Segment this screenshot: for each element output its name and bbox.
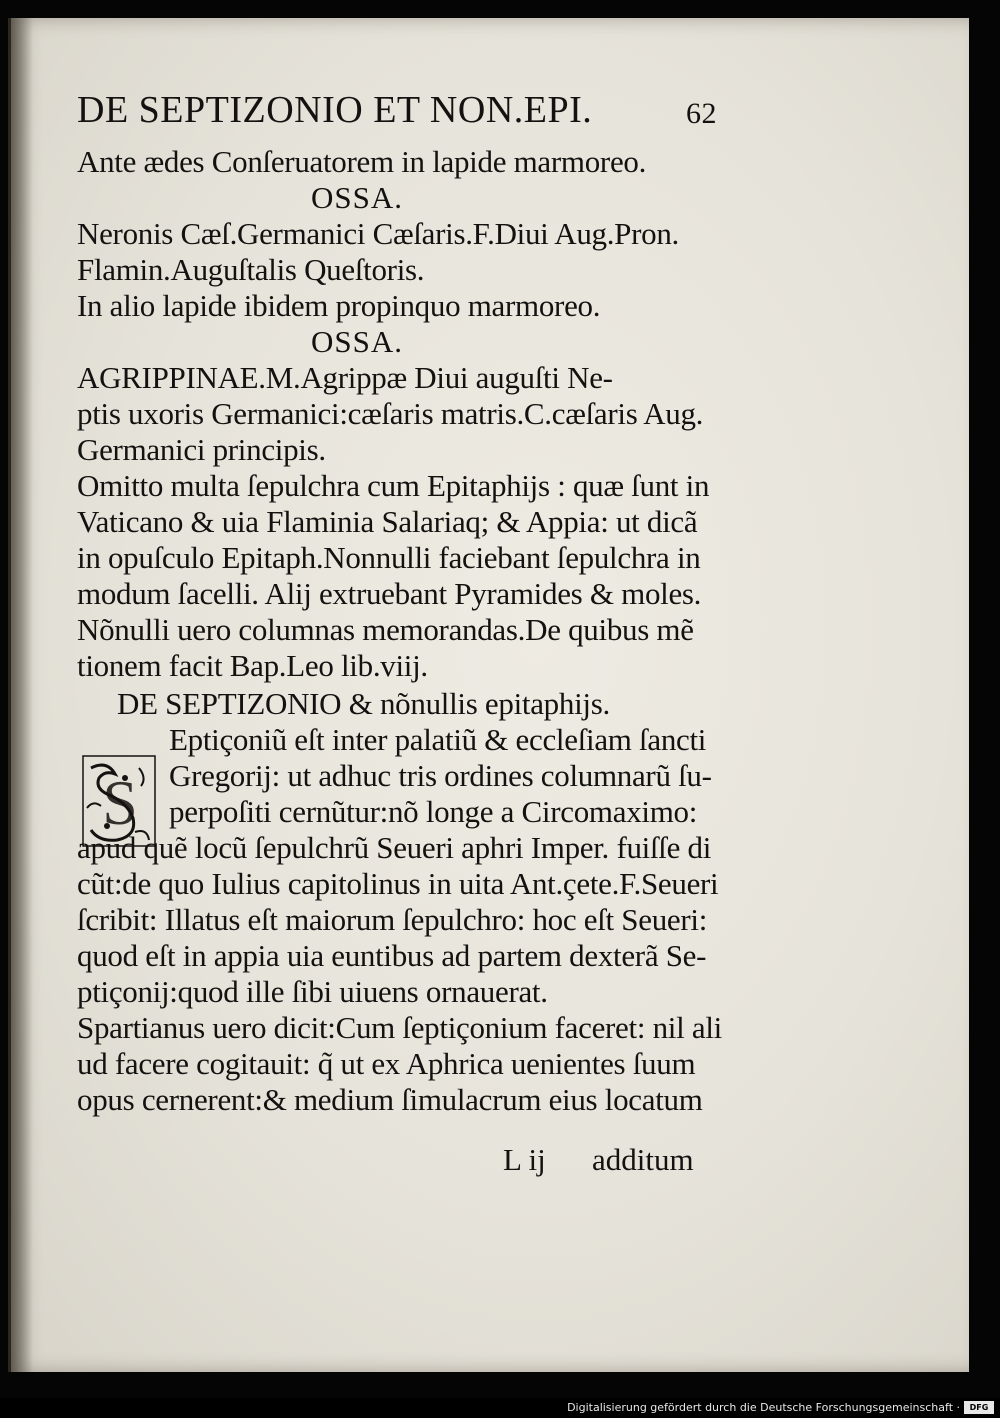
text-line: opus cernerent:& medium ſimulacrum eius locatum: [77, 1082, 703, 1117]
text-line: ptis uxoris Germanici:cæſaris matris.C.cæſaris Aug.: [77, 396, 704, 431]
book-page: [8, 18, 969, 1372]
text-line: Omitto multa ſepulchra cum Epitaphijs : quæ ſunt in: [77, 468, 710, 503]
footer-bar: [0, 1398, 1000, 1418]
text-line: apud quẽ locũ ſepulchrũ Seueri aphri Imper. fuiſſe di: [77, 830, 712, 865]
text-line: In alio lapide ibidem propinquo marmoreo.: [77, 288, 601, 323]
text-line: Vaticano & uia Flaminia Salariaq; & Appia: ut dicã: [77, 504, 698, 539]
text-line: in opuſculo Epitaph.Nonnulli faciebant ſepulchra in: [77, 540, 701, 575]
text-line: ſcribit: Illatus eſt maiorum ſepulchro: hoc eſt Seueri:: [77, 902, 708, 937]
heading-line: OSSA.: [310, 324, 403, 359]
text-line: cũt:de quo Iulius capitolinus in uita Ant.çete.F.Seueri: [77, 866, 719, 901]
section-heading: DE SEPTIZONIO & nõnullis epitaphijs.: [117, 686, 610, 721]
heading-line: OSSA.: [310, 180, 403, 215]
dfg-logo-icon: DFG: [964, 1401, 994, 1414]
text-line: Neronis Cæſ.Germanici Cæſaris.F.Diui Aug.Pron.: [77, 216, 679, 251]
drop-initial-letter: S: [102, 767, 138, 838]
text-line: Germanici principis.: [77, 432, 326, 467]
signature-mark: L ij: [503, 1142, 546, 1177]
text-line: Gregorij: ut adhuc tris ordines columnarũ ſu-: [169, 758, 712, 793]
text-line: Flamin.Auguſtalis Queſtoris.: [77, 252, 425, 287]
text-line: AGRIPPINAE.M.Agrippæ Diui auguſti Ne-: [77, 360, 613, 395]
gutter-shadow: [11, 18, 33, 1372]
text-line: ptiçonij:quod ille ſibi uiuens ornauerat.: [77, 974, 548, 1009]
text-line: perpoſiti cernũtur:nõ longe a Circomaximo:: [169, 794, 698, 829]
text-line: Ante ædes Conſeruatorem in lapide marmoreo.: [77, 144, 647, 179]
folio-number: 62: [686, 97, 717, 130]
text-line: Nõnulli uero columnas memorandas.De quibus mẽ: [77, 612, 694, 647]
text-line: Spartianus uero dicit:Cum ſeptiçonium faceret: nil ali: [77, 1010, 722, 1045]
text-line: modum ſacelli. Alij extruebant Pyramides & moles.: [77, 576, 702, 611]
text-line: Eptiçoniũ eſt inter palatiũ & eccleſiam ſancti: [169, 722, 707, 757]
running-head: [77, 90, 717, 130]
text-line: ud facere cogitauit: q̃ ut ex Aphrica uenientes ſuum: [77, 1046, 696, 1081]
text-line: tionem facit Bap.Leo lib.viij.: [77, 648, 428, 683]
running-head-title: DE SEPTIZONIO ET NON.EPI.: [77, 89, 593, 131]
digitization-credit: Digitalisierung gefördert durch die Deutsche Forschungsgemeinschaft ·: [567, 1401, 960, 1414]
catchword: additum: [592, 1142, 694, 1177]
text-line: quod eſt in appia uia euntibus ad partem dexterã Se-: [77, 938, 707, 973]
